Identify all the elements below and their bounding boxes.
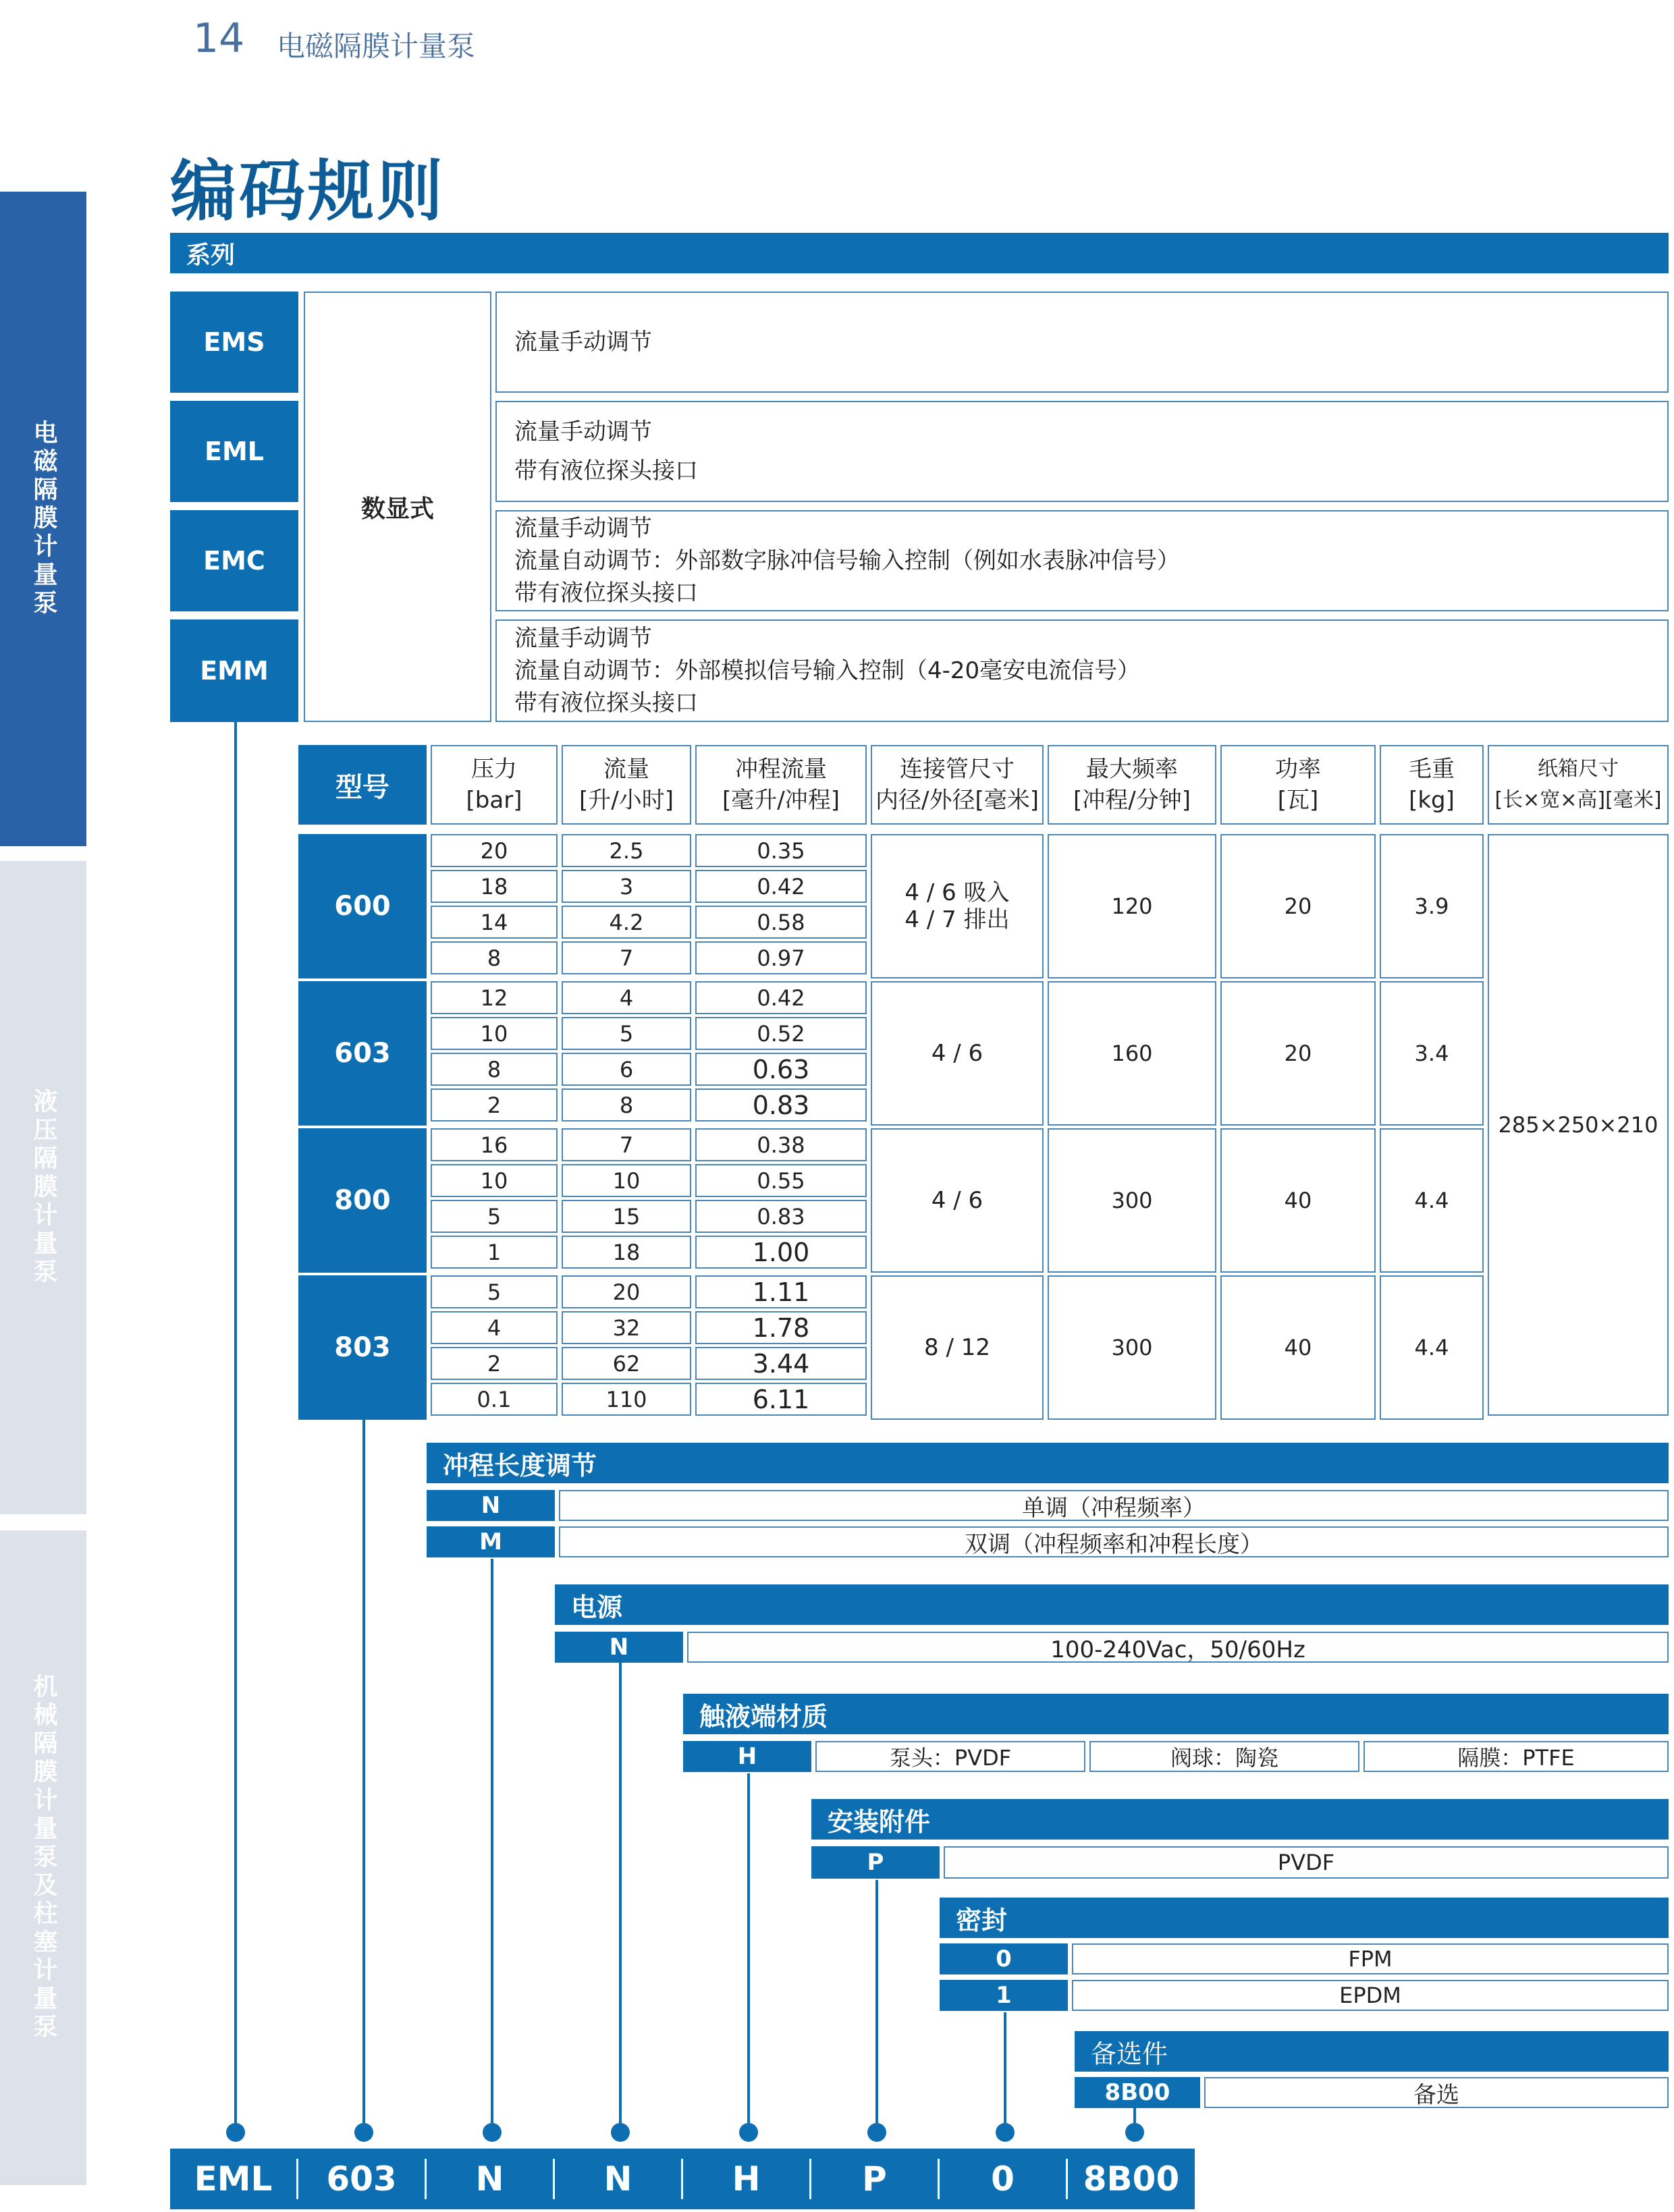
desc-line: 带有液位探头接口 — [514, 580, 698, 607]
desc-line: 带有液位探头接口 — [514, 690, 698, 717]
max-frequency: 160 — [1048, 981, 1216, 1126]
connection-size — [871, 1275, 1044, 1420]
example-seg: P — [811, 2159, 940, 2199]
model-data-cell: 8 — [562, 1088, 691, 1122]
desc-line: 流量自动调节：外部数字脉冲信号输入控制（例如水表脉冲信号） — [514, 547, 1180, 574]
connection-line: 4 / 6 — [931, 1040, 983, 1067]
model-data-cell: 0.55 — [695, 1164, 867, 1197]
accessory-desc-p — [944, 1846, 1669, 1879]
power-desc-n — [687, 1632, 1669, 1663]
stroke-desc-text: 单调（冲程频率） — [1022, 1494, 1206, 1522]
spare-desc-8b00 — [1204, 2077, 1669, 2108]
series-desc-ems — [495, 292, 1669, 393]
model-data-cell: 1 — [431, 1236, 558, 1269]
model-data-cell: 7 — [562, 1128, 691, 1161]
model-data-cell: 0.42 — [695, 870, 867, 903]
model-code: 600 — [298, 834, 427, 978]
power-watts: 40 — [1220, 1275, 1376, 1420]
example-seg: N — [555, 2159, 683, 2199]
model-data-cell: 15 — [562, 1200, 691, 1233]
desc-line: 带有液位探头接口 — [514, 458, 698, 485]
series-group-label — [304, 292, 491, 722]
model-data-cell: 8 — [431, 1053, 558, 1086]
seal-desc-text: FPM — [1348, 1946, 1393, 1972]
example-code-bar — [170, 2149, 1195, 2209]
connector-stroke — [491, 1559, 493, 2123]
th-line1: 最大频率 — [1086, 756, 1178, 783]
connection-size — [871, 1128, 1044, 1273]
model-data-cell: 6.11 — [695, 1383, 867, 1416]
accessory-desc-text: PVDF — [1277, 1850, 1335, 1875]
max-frequency: 300 — [1048, 1128, 1216, 1273]
th-line2: [升/小时] — [579, 787, 674, 814]
connector-power — [619, 1663, 622, 2123]
desc-line: 流量手动调节 — [514, 625, 652, 652]
th-flow — [562, 745, 691, 825]
accessory-code-p: P — [811, 1846, 940, 1879]
side-tab-mechanical[interactable] — [0, 1530, 86, 2185]
side-tab-label: 机械隔膜计量泵及柱塞计量泵 — [30, 1674, 57, 2042]
connector-material — [747, 1773, 750, 2123]
stroke-code-m: M — [427, 1526, 555, 1557]
stroke-desc-text: 双调（冲程频率和冲程长度） — [965, 1530, 1263, 1558]
connector-dot — [996, 2123, 1015, 2142]
series-desc-eml — [495, 401, 1669, 502]
connection-size — [871, 981, 1044, 1126]
accessory-header: 安装附件 — [811, 1799, 1669, 1840]
model-code: 803 — [298, 1275, 427, 1420]
th-line1: 纸箱尺寸 — [1538, 757, 1619, 781]
power-header: 电源 — [555, 1584, 1669, 1625]
model-data-cell: 8 — [431, 941, 558, 974]
model-data-cell: 16 — [431, 1128, 558, 1161]
spare-code-8b00: 8B00 — [1075, 2077, 1200, 2108]
material-valve-ball — [1089, 1741, 1359, 1772]
spare-header: 备选件 — [1075, 2031, 1669, 2072]
model-code: 800 — [298, 1128, 427, 1273]
power-watts: 20 — [1220, 981, 1376, 1126]
model-data-cell: 6 — [562, 1053, 691, 1086]
model-data-cell: 20 — [431, 834, 558, 867]
material-text: 泵头：PVDF — [889, 1745, 1012, 1771]
model-data-cell: 0.38 — [695, 1128, 867, 1161]
example-seg: 8B00 — [1083, 2159, 1180, 2199]
connection-line: 4 / 7 排出 — [905, 906, 1010, 933]
model-data-cell: 0.83 — [695, 1200, 867, 1233]
model-data-cell: 0.52 — [695, 1017, 867, 1050]
th-line2: [kg] — [1409, 787, 1455, 814]
connector-dot — [226, 2123, 245, 2142]
material-text: 阀球：陶瓷 — [1170, 1745, 1278, 1771]
model-data-cell: 4 — [431, 1311, 558, 1344]
example-seg: EML — [170, 2159, 298, 2199]
th-line2: [冲程/分钟] — [1073, 787, 1191, 814]
series-code-emm: EMM — [170, 619, 298, 722]
stroke-header: 冲程长度调节 — [427, 1443, 1669, 1483]
series-code-eml: EML — [170, 401, 298, 502]
th-stroke-flow — [695, 745, 867, 825]
model-data-cell: 0.1 — [431, 1383, 558, 1416]
model-data-cell: 32 — [562, 1311, 691, 1344]
model-data-cell: 18 — [431, 870, 558, 903]
material-pump-head — [815, 1741, 1085, 1772]
model-data-cell: 18 — [562, 1236, 691, 1269]
model-data-cell: 5 — [431, 1200, 558, 1233]
connector-dot — [739, 2123, 758, 2142]
model-data-cell: 5 — [431, 1275, 558, 1308]
connector-dot — [867, 2123, 886, 2142]
connector-spare — [1133, 2108, 1136, 2123]
example-seg: 603 — [298, 2159, 427, 2199]
model-data-cell: 110 — [562, 1383, 691, 1416]
model-data-cell: 3 — [562, 870, 691, 903]
max-frequency: 300 — [1048, 1275, 1216, 1420]
model-data-cell: 3.44 — [695, 1347, 867, 1380]
th-carton — [1488, 745, 1669, 825]
model-data-cell: 1.00 — [695, 1236, 867, 1269]
seal-code-1: 1 — [940, 1980, 1068, 2011]
gross-weight: 3.4 — [1380, 981, 1484, 1126]
desc-line: 流量手动调节 — [514, 329, 652, 356]
model-data-cell: 0.35 — [695, 834, 867, 867]
side-tab-hydraulic[interactable] — [0, 861, 86, 1514]
connector-accessory — [875, 1880, 878, 2123]
series-header: 系列 — [170, 233, 1669, 273]
seal-desc-text: EPDM — [1339, 1983, 1401, 2008]
connector-dot — [611, 2123, 630, 2142]
stroke-desc-m — [559, 1526, 1669, 1557]
carton-size-text: 285×250×210 — [1498, 1112, 1658, 1138]
model-data-cell: 7 — [562, 941, 691, 974]
example-seg: H — [683, 2159, 811, 2199]
model-data-cell: 20 — [562, 1275, 691, 1308]
series-code-ems: EMS — [170, 292, 298, 393]
th-max-freq — [1048, 745, 1216, 825]
seal-desc-0 — [1072, 1943, 1669, 1974]
desc-line: 流量自动调节：外部模拟信号输入控制（4-20毫安电流信号） — [514, 657, 1141, 684]
series-group-text: 数显式 — [360, 495, 434, 523]
th-line1: 压力 — [471, 756, 517, 783]
connection-size — [871, 834, 1044, 978]
page-title: 编码规则 — [170, 153, 446, 230]
connection-line: 8 / 12 — [924, 1334, 990, 1361]
th-line2: [长×宽×高][毫米] — [1494, 788, 1662, 812]
stroke-desc-n — [559, 1490, 1669, 1521]
model-data-cell: 0.42 — [695, 981, 867, 1014]
th-pressure — [431, 745, 558, 825]
example-seg: N — [427, 2159, 555, 2199]
series-desc-emc — [495, 510, 1669, 611]
model-data-cell: 1.78 — [695, 1311, 867, 1344]
gross-weight: 4.4 — [1380, 1128, 1484, 1273]
side-tab-label: 电磁隔膜计量泵 — [30, 420, 57, 618]
th-line2: 内径/外径[毫米] — [875, 787, 1039, 814]
connection-line: 4 / 6 — [931, 1187, 983, 1214]
series-code-emc: EMC — [170, 510, 298, 611]
th-line1: 连接管尺寸 — [900, 756, 1015, 783]
model-data-cell: 10 — [431, 1164, 558, 1197]
th-line1: 毛重 — [1409, 756, 1455, 783]
material-text: 隔膜：PTFE — [1457, 1745, 1575, 1771]
connector-dot — [354, 2123, 373, 2142]
max-frequency: 120 — [1048, 834, 1216, 978]
model-code: 603 — [298, 981, 427, 1126]
material-diaphragm — [1364, 1741, 1669, 1772]
model-data-cell: 5 — [562, 1017, 691, 1050]
th-line2: [bar] — [466, 787, 522, 814]
model-header — [298, 745, 427, 825]
th-line2: [毫升/冲程] — [722, 787, 840, 814]
connector-seal — [1004, 2012, 1006, 2123]
connector-dot — [1125, 2123, 1144, 2142]
material-code-h: H — [683, 1741, 811, 1772]
seal-code-0: 0 — [940, 1943, 1068, 1974]
th-line1: 流量 — [603, 756, 649, 783]
page-number: 14 — [193, 15, 245, 62]
series-desc-emm — [495, 619, 1669, 722]
model-data-cell: 0.58 — [695, 906, 867, 939]
connector-dot — [483, 2123, 502, 2142]
th-weight — [1380, 745, 1484, 825]
material-header: 触液端材质 — [683, 1694, 1669, 1734]
gross-weight: 4.4 — [1380, 1275, 1484, 1420]
seal-desc-1 — [1072, 1980, 1669, 2011]
power-watts: 20 — [1220, 834, 1376, 978]
model-data-cell: 0.83 — [695, 1088, 867, 1122]
stroke-code-n: N — [427, 1490, 555, 1521]
model-data-cell: 62 — [562, 1347, 691, 1380]
power-desc-text: 100-240Vac，50/60Hz — [1050, 1636, 1305, 1663]
model-data-cell: 1.11 — [695, 1275, 867, 1308]
gross-weight: 3.9 — [1380, 834, 1484, 978]
spare-desc-text: 备选 — [1413, 2081, 1459, 2109]
power-code-n: N — [555, 1632, 683, 1663]
model-data-cell: 2.5 — [562, 834, 691, 867]
connector-model — [362, 1416, 365, 2123]
section-title: 电磁隔膜计量泵 — [277, 30, 476, 63]
th-line1: 功率 — [1275, 756, 1321, 783]
th-connection — [871, 745, 1044, 825]
model-header-text: 型号 — [335, 771, 389, 803]
side-tab-electromagnetic[interactable] — [0, 192, 86, 846]
model-data-cell: 2 — [431, 1088, 558, 1122]
seal-header: 密封 — [940, 1898, 1669, 1938]
th-line2: [瓦] — [1277, 787, 1319, 814]
example-seg: 0 — [940, 2159, 1068, 2199]
power-watts: 40 — [1220, 1128, 1376, 1273]
model-data-cell: 4.2 — [562, 906, 691, 939]
model-data-cell: 0.97 — [695, 941, 867, 974]
model-data-cell: 10 — [562, 1164, 691, 1197]
model-data-cell: 14 — [431, 906, 558, 939]
th-line1: 冲程流量 — [735, 756, 827, 783]
connection-line: 4 / 6 吸入 — [905, 879, 1010, 906]
model-data-cell: 2 — [431, 1347, 558, 1380]
desc-line: 流量手动调节 — [514, 418, 652, 445]
desc-line: 流量手动调节 — [514, 515, 652, 542]
model-data-cell: 4 — [562, 981, 691, 1014]
model-data-cell: 10 — [431, 1017, 558, 1050]
connector-series — [234, 722, 237, 2123]
side-tab-label: 液压隔膜计量泵 — [30, 1088, 57, 1287]
model-data-cell: 0.63 — [695, 1053, 867, 1086]
model-data-cell: 12 — [431, 981, 558, 1014]
carton-size — [1488, 834, 1669, 1416]
th-power — [1220, 745, 1376, 825]
